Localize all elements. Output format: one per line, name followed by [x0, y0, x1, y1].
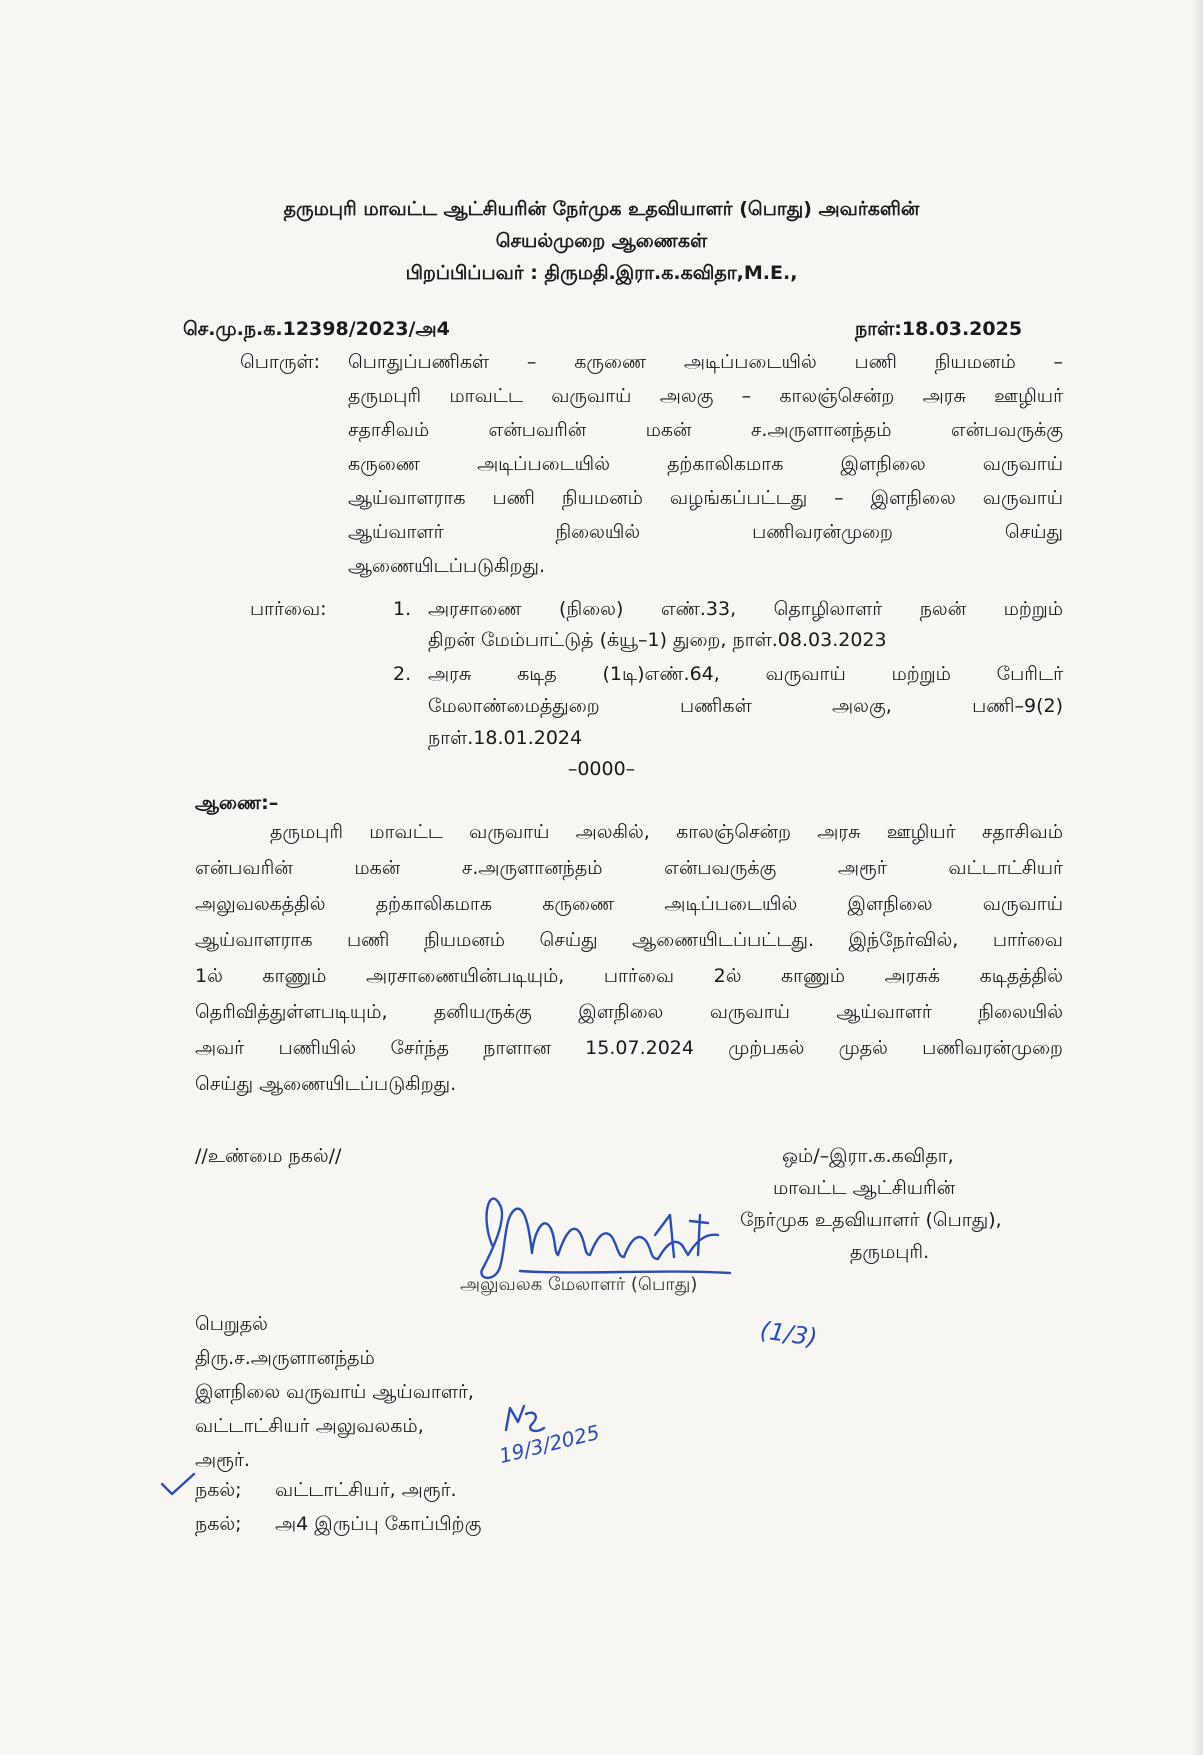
order-heading: ஆணை:– [195, 792, 279, 814]
handwritten-date: 19/3/2025 [496, 1419, 602, 1469]
separator: –0000– [567, 758, 636, 780]
recipient-name: திரு.ச.அருளானந்தம் [195, 1347, 375, 1369]
order-line: தருமபுரி மாவட்ட வருவாய் அலகில், காலஞ்சென்ற அரசு ஊழியர் சதாசிவம் [270, 821, 1063, 843]
signatory-line-4: தருமபுரி. [850, 1241, 930, 1263]
office-stamp: அலுவலக மேலாளர் (பொது) [460, 1274, 698, 1295]
reference-2-line-3: நாள்.18.01.2024 [428, 727, 583, 749]
subject-line: ஆய்வாளராக பணி நியமனம் வழங்கப்பட்டது – இளநிலை வருவாய் [348, 487, 1063, 509]
subject-label: பொருள்: [240, 351, 321, 373]
order-line: அவர் பணியில் சேர்ந்த நாளான 15.07.2024 முற்பகல் முதல் பணிவரன்முறை [195, 1037, 1063, 1059]
document-date: நாள்:18.03.2025 [855, 318, 1023, 340]
reference-1-line-2: திறன் மேம்பாட்டுத் (க்யூ–1) துறை, நாள்.08.03.2023 [428, 629, 887, 651]
subject-line: ஆய்வாளர் நிலையில் பணிவரன்முறை செய்து [348, 521, 1063, 543]
reference-number: செ.மு.ந.க.12398/2023/அ4 [183, 318, 450, 340]
reference-2-line-1: அரசு கடித (1டி)எண்.64, வருவாய் மற்றும் பேரிடர் [428, 663, 1063, 685]
order-line: ஆய்வாளராக பணி நியமனம் செய்து ஆணையிடப்பட்டது. இந்நேர்வில், பார்வை [195, 929, 1063, 951]
copy-1-recipient: வட்டாட்சியர், அரூர். [275, 1479, 457, 1501]
subject-line-last: ஆணையிடப்படுகிறது. [348, 555, 546, 577]
header-line-1: தருமபுரி மாவட்ட ஆட்சியரின் நேர்முக உதவியாளர் (பொது) அவர்களின் [283, 198, 920, 220]
signatory-line-3: நேர்முக உதவியாளர் (பொது), [740, 1209, 1002, 1231]
subject-line: சதாசிவம் என்பவரின் மகன் ச.அருளானந்தம் என்பவருக்கு [348, 419, 1063, 441]
order-line-last: செய்து ஆணையிடப்படுகிறது. [195, 1073, 457, 1095]
order-line: அலுவலகத்தில் தற்காலிகமாக கருணை அடிப்படையில் இளநிலை வருவாய் [195, 893, 1063, 915]
order-line: 1ல் காணும் அரசாணையின்படியும், பார்வை 2ல் காணும் அரசுக் கடிதத்தில் [195, 965, 1063, 987]
signatory-line-1: ஒம்/–இரா.க.கவிதா, [782, 1145, 954, 1167]
reference-2-line-2: மேலாண்மைத்துறை பணிகள் அலகு, பணி–9(2) [428, 695, 1063, 717]
copy-1-label: நகல்; [195, 1479, 242, 1501]
header-line-2: செயல்முறை ஆணைகள் [495, 230, 708, 252]
handwritten-page-number: (1/3) [758, 1316, 820, 1352]
copy-2-label: நகல்; [195, 1513, 242, 1535]
reference-1-line-1: அரசாணை (நிலை) எண்.33, தொழிலாளர் நலன் மற்றும் [428, 598, 1063, 620]
reference-number-2: 2. [393, 663, 412, 685]
true-copy-label: //உண்மை நகல்// [195, 1145, 342, 1167]
recipient-designation: இளநிலை வருவாய் ஆய்வாளர், [195, 1381, 474, 1403]
tick-mark-icon [158, 1470, 198, 1500]
references-label: பார்வை: [250, 598, 327, 620]
copy-2-recipient: அ4 இருப்பு கோப்பிற்கு [275, 1513, 482, 1535]
subject-line: பொதுப்பணிகள் – கருணை அடிப்படையில் பணி நியமனம் – [348, 351, 1063, 373]
subject-line: தருமபுரி மாவட்ட வருவாய் அலகு – காலஞ்சென்ற அரசு ஊழியர் [348, 385, 1063, 407]
subject-line: கருணை அடிப்படையில் தற்காலிகமாக இளநிலை வருவாய் [348, 453, 1063, 475]
recipient-office: வட்டாட்சியர் அலுவலகம், [195, 1415, 424, 1437]
recipient-label: பெறுதல் [195, 1313, 268, 1335]
header-line-3: பிறப்பிப்பவர் : திருமதி.இரா.க.கவிதா,M.E., [405, 262, 798, 284]
recipient-place: அரூர். [195, 1449, 250, 1471]
order-line: என்பவரின் மகன் ச.அருளானந்தம் என்பவருக்கு அரூர் வட்டாட்சியர் [195, 857, 1063, 879]
order-line: தெரிவித்துள்ளபடியும், தனியருக்கு இளநிலை வருவாய் ஆய்வாளர் நிலையில் [195, 1001, 1063, 1023]
signatory-line-2: மாவட்ட ஆட்சியரின் [773, 1177, 956, 1199]
handwritten-signature [460, 1175, 760, 1295]
page-edge-shadow [1193, 0, 1203, 1755]
reference-number-1: 1. [393, 598, 412, 620]
